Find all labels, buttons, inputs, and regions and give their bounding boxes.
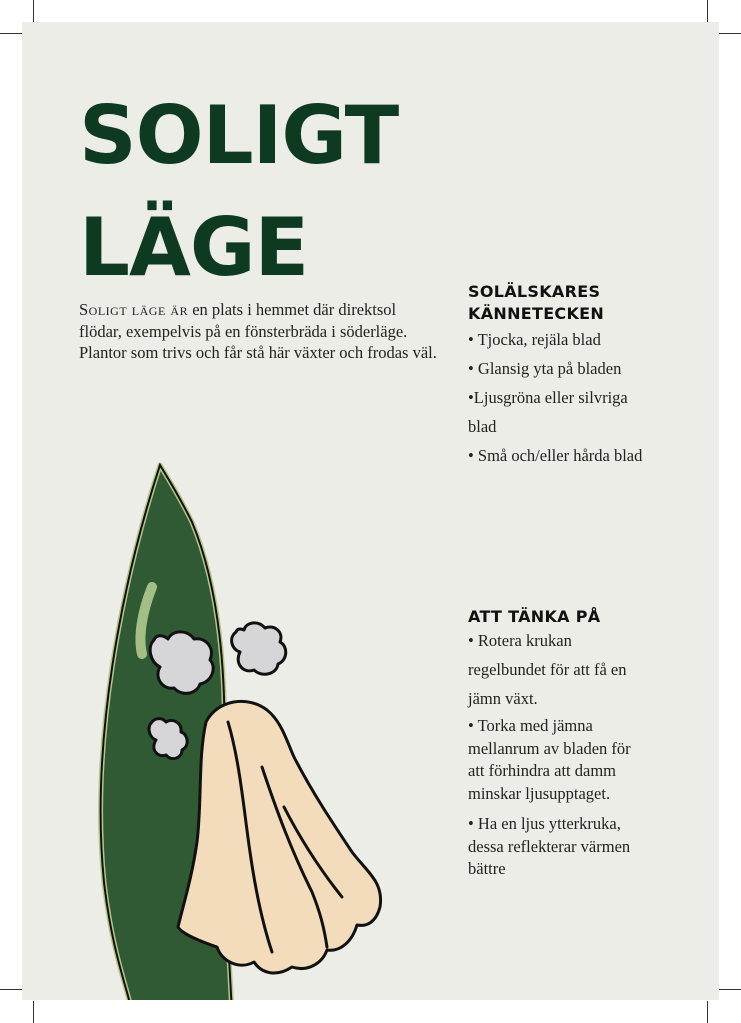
tips-heading: ATT TÄNKA PÅ [468, 607, 601, 626]
crop-mark-top-left-h [0, 33, 22, 34]
intro-text: en plats i hemmet där direktsol flödar, exempelvis på en fönsterbräda i söderläge. Plantor som trivs och får stå här växter och frodas väl. [79, 300, 437, 362]
list-item: • Ha en ljus ytterkruka, dessa reflekterar värmen bättre [468, 814, 631, 878]
crop-mark-top-left-v [33, 0, 34, 22]
intro-lead: Soligt läge är [79, 300, 189, 319]
crop-mark-top-right-h [719, 33, 741, 34]
list-item: • Rotera krukan regelbundet för att få en jämn växt. [468, 631, 627, 708]
title-line-1: SOLIGT [79, 89, 399, 182]
poster-page [22, 22, 719, 1000]
crop-mark-bottom-left-h [0, 989, 22, 990]
features-heading-line-1: SOLÄLSKARES [468, 282, 601, 301]
list-item: •Ljusgröna eller silvriga blad [468, 388, 628, 436]
list-item: • Tjocka, rejäla blad [468, 330, 601, 349]
crop-mark-top-right-v [707, 0, 708, 22]
cloth-icon [178, 701, 381, 973]
crop-mark-bottom-right-v [707, 1001, 708, 1023]
crop-mark-bottom-right-h [719, 989, 741, 990]
list-item: • Torka med jämna mellanrum av bladen för att förhindra att damm minskar ljusupptaget. [468, 716, 631, 803]
features-heading-line-2: KÄNNETECKEN [468, 304, 605, 323]
plant-illustration [22, 22, 719, 1000]
crop-mark-bottom-left-v [33, 1001, 34, 1023]
title-line-2: LÄGE [79, 201, 309, 294]
list-item: • Små och/eller hårda blad [468, 446, 643, 465]
list-item: • Glansig yta på bladen [468, 359, 622, 378]
